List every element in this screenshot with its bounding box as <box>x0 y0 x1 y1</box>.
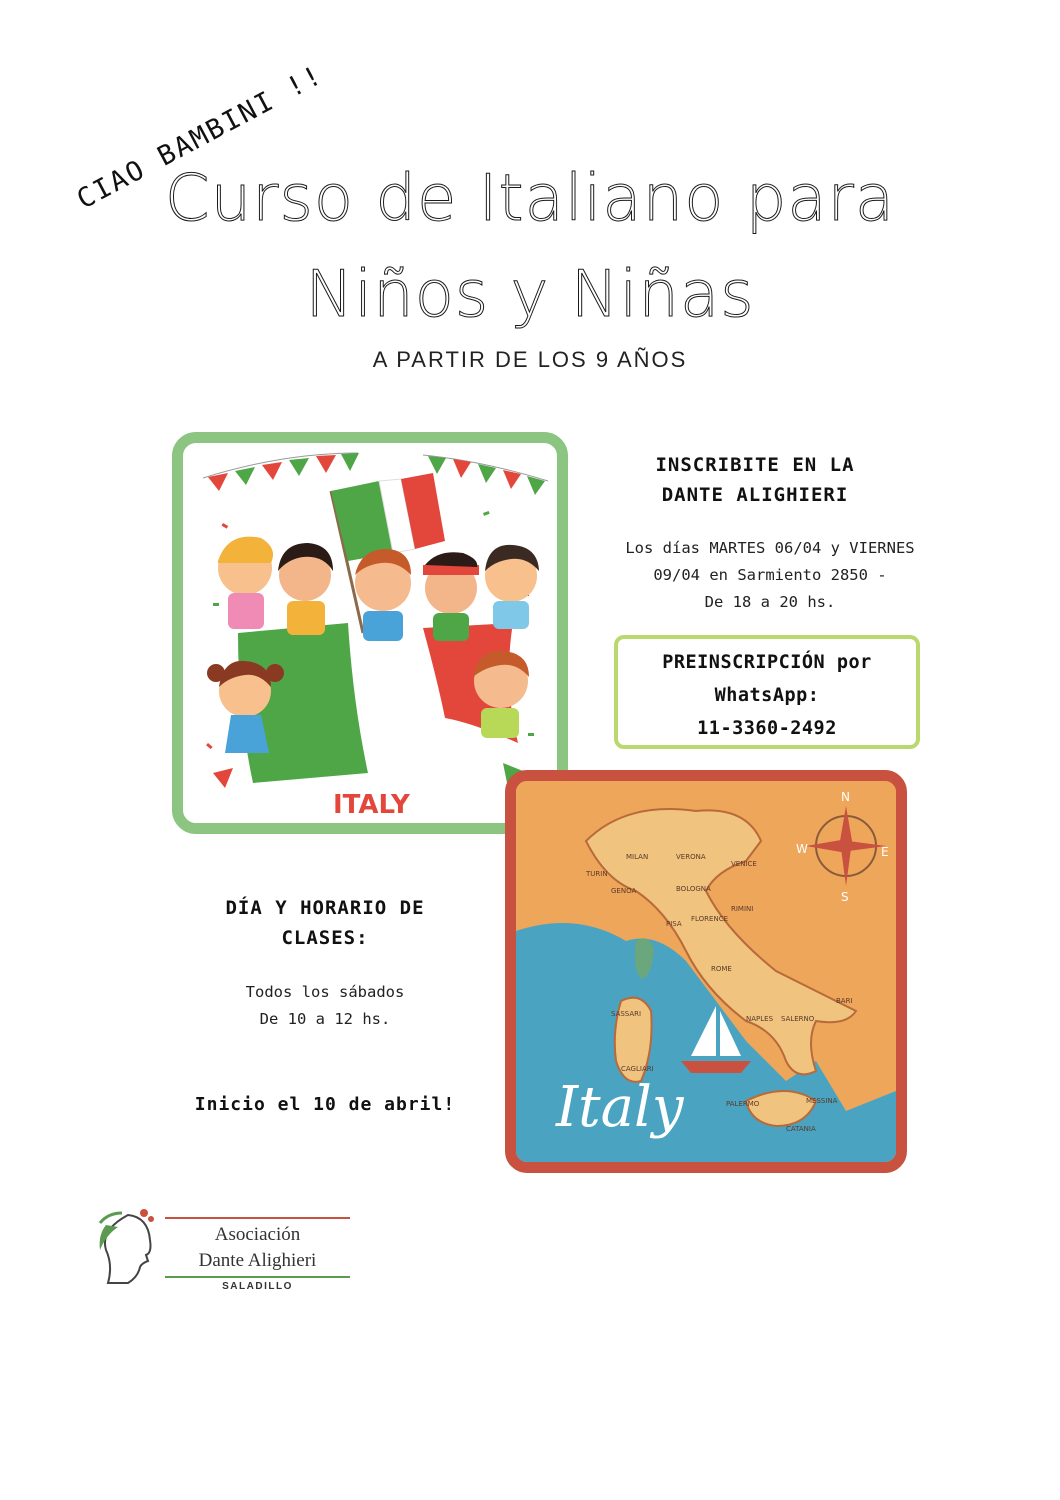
logo-asociacion: Asociación <box>214 1224 301 1245</box>
preinscripcion-line2: WhatsApp: <box>714 685 820 706</box>
city-bari: BARI <box>836 997 853 1005</box>
city-rome: ROME <box>711 965 732 973</box>
kid-7 <box>473 651 529 738</box>
kid-3 <box>355 549 411 641</box>
age-subtitle: A PARTIR DE LOS 9 AÑOS <box>372 347 688 372</box>
compass-s: S <box>841 890 849 904</box>
city-rimini: RIMINI <box>731 905 754 913</box>
preinscripcion-box <box>614 635 920 749</box>
horario-text-line1: Todos los sábados <box>245 983 405 1001</box>
logo-green-line <box>165 1276 350 1278</box>
kid-2 <box>278 543 333 635</box>
city-milan: MILAN <box>626 853 649 861</box>
city-salerno: SALERNO <box>781 1015 815 1023</box>
inscripcion-heading <box>600 450 910 510</box>
compass-w: W <box>796 842 808 856</box>
kids-illustration <box>172 432 568 834</box>
preinscripcion-line1: PREINSCRIPCIÓN por <box>662 652 872 673</box>
kid-5 <box>485 545 539 629</box>
city-pisa: PISA <box>666 920 682 928</box>
city-genoa: GENOA <box>611 887 637 895</box>
inscripcion-heading-line1: INSCRIBITE EN LA <box>655 454 855 476</box>
ciao-bambini-text: CIAO BAMBINI !! <box>72 59 329 216</box>
kids-flag-illustration <box>183 443 557 823</box>
title-line-2: Niños y Niñas <box>305 258 755 332</box>
italy-label: ITALY <box>333 790 410 820</box>
dante-profile-icon <box>88 1205 158 1287</box>
italy-map <box>516 781 896 1162</box>
logo-dante-alighieri: Dante Alighieri <box>198 1250 317 1271</box>
city-naples: NAPLES <box>746 1015 774 1023</box>
inscripcion-text-line2: 09/04 en Sarmiento 2850 - <box>653 566 887 584</box>
city-palermo: PALERMO <box>726 1100 760 1108</box>
city-venice: VENICE <box>731 860 757 868</box>
logo-red-line <box>165 1217 350 1219</box>
compass-n: N <box>841 790 850 804</box>
city-sassari: SASSARI <box>611 1010 642 1018</box>
compass-e: E <box>881 845 889 859</box>
start-date: Inicio el 10 de abril! <box>194 1094 456 1115</box>
city-verona: VERONA <box>676 853 706 861</box>
italy-script-label: Italy <box>556 1075 684 1140</box>
city-catania: CATANIA <box>786 1125 816 1133</box>
inscripcion-details <box>580 535 960 616</box>
inscripcion-heading-line2: DANTE ALIGHIERI <box>661 484 849 506</box>
city-cagliari: CAGLIARI <box>621 1065 654 1073</box>
title-line-1: Curso de Italiano para <box>164 162 896 236</box>
inscripcion-text-line1: Los días MARTES 06/04 y VIERNES <box>625 539 915 557</box>
logo-saladillo: SALADILLO <box>222 1281 293 1292</box>
kid-1 <box>218 537 273 629</box>
italy-map-illustration <box>505 770 907 1173</box>
city-bologna: BOLOGNA <box>676 885 711 893</box>
city-florence: FLORENCE <box>691 915 729 923</box>
inscripcion-text-line3: De 18 a 20 hs. <box>704 593 836 611</box>
horario-heading <box>170 893 480 953</box>
horario-heading-line1: DÍA Y HORARIO DE <box>225 897 425 919</box>
dante-alighieri-logo <box>88 1200 358 1300</box>
whatsapp-number[interactable]: 11-3360-2492 <box>697 718 837 739</box>
horario-text-line2: De 10 a 12 hs. <box>259 1010 391 1028</box>
city-turin: TURIN <box>586 870 608 878</box>
city-messina: MESSINA <box>806 1097 838 1105</box>
horario-details <box>170 979 480 1033</box>
horario-heading-line2: CLASES: <box>281 927 369 949</box>
